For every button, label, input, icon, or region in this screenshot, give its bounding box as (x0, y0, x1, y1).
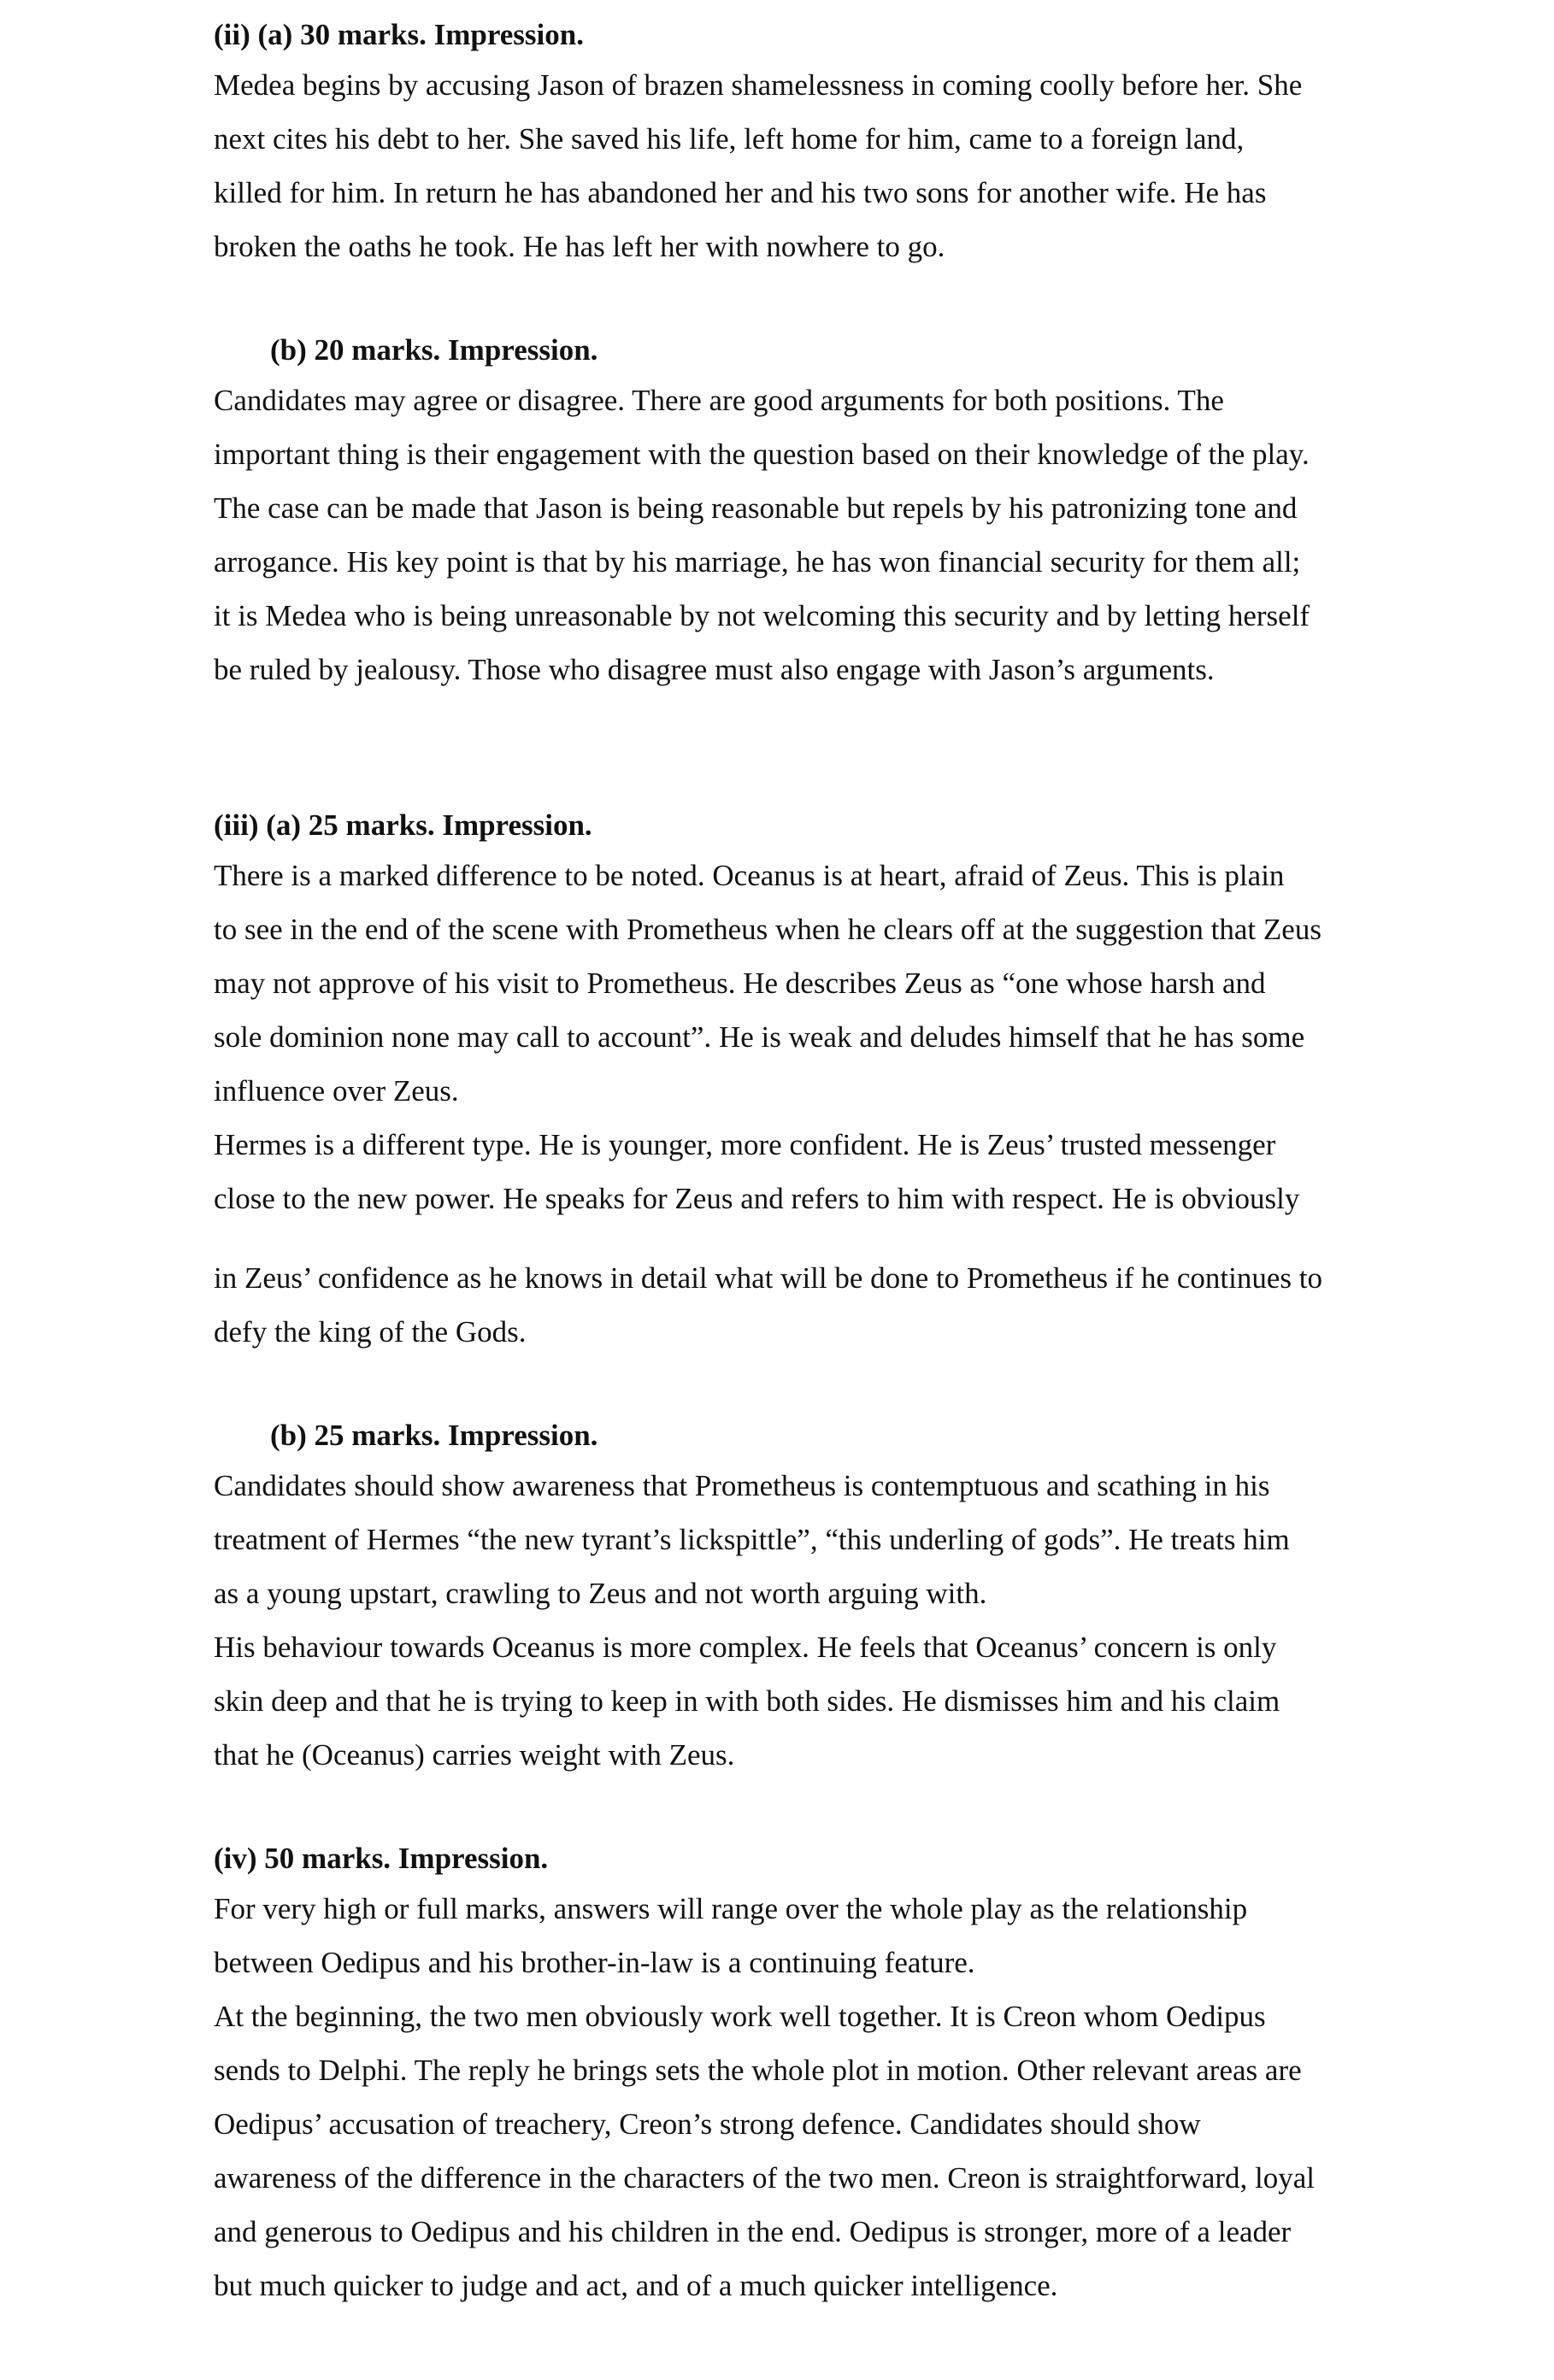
section-heading-iii-b: (b) 25 marks. Impression. (270, 1419, 598, 1452)
section-body-iii-b (214, 1459, 1402, 1782)
text-line: defy the king of the Gods. (214, 1315, 527, 1349)
text-line: Hermes is a different type. He is younger, more confident. He is Zeus’ trusted messenger (214, 1128, 1276, 1161)
section-heading-ii-a: (ii) (a) 30 marks. Impression. (214, 18, 584, 51)
spacer (214, 1359, 1410, 1413)
text-line: Candidates may agree or disagree. There are good arguments for both positions. The (214, 384, 1224, 417)
spacer (214, 273, 1410, 327)
text-line: The case can be made that Jason is being reasonable but repels by his patronizing tone and (214, 491, 1298, 525)
text-line: and generous to Oedipus and his children in the end. Oedipus is stronger, more of a leader (214, 2215, 1292, 2248)
text-line: to see in the end of the scene with Prometheus when he clears off at the suggestion that Zeus (214, 913, 1321, 946)
text-line: as a young upstart, crawling to Zeus and not worth arguing with. (214, 1577, 987, 1610)
text-line: may not approve of his visit to Prometheus. He describes Zeus as “one whose harsh and (214, 967, 1266, 1000)
text-line: sends to Delphi. The reply he brings sets the whole plot in motion. Other relevant areas are (214, 2054, 1302, 2087)
section-body-iii-a (214, 849, 1402, 1225)
text-line: it is Medea who is being unreasonable by not welcoming this security and by letting herself (214, 599, 1310, 632)
section-body-ii-b (214, 373, 1402, 696)
section-body-iii-a-continued (214, 1251, 1402, 1359)
text-line: Candidates should show awareness that Prometheus is contemptuous and scathing in his (214, 1469, 1270, 1502)
text-line: but much quicker to judge and act, and of a much quicker intelligence. (214, 2269, 1058, 2302)
text-line: broken the oaths he took. He has left her with nowhere to go. (214, 230, 945, 263)
text-line: At the beginning, the two men obviously work well together. It is Creon whom Oedipus (214, 2000, 1266, 2033)
text-line: skin deep and that he is trying to keep in with both sides. He dismisses him and his claim (214, 1684, 1280, 1718)
section-heading-iv: (iv) 50 marks. Impression. (214, 1842, 549, 1875)
text-line: influence over Zeus. (214, 1074, 459, 1108)
section-body-ii-a (214, 58, 1402, 273)
text-line: Medea begins by accusing Jason of brazen shamelessness in coming coolly before her. She (214, 68, 1303, 102)
text-line: awareness of the difference in the characters of the two men. Creon is straightforward, loyal (214, 2161, 1316, 2195)
section-body-iv (214, 1882, 1402, 2312)
text-line: that he (Oceanus) carries weight with Zeus. (214, 1738, 735, 1772)
text-line: arrogance. His key point is that by his marriage, he has won financial security for them all; (214, 545, 1301, 579)
text-line: important thing is their engagement with the question based on their knowledge of the play. (214, 438, 1310, 471)
text-line: in Zeus’ confidence as he knows in detail what will be done to Prometheus if he continues to (214, 1261, 1322, 1295)
spacer (214, 1225, 1410, 1251)
spacer (214, 1782, 1410, 1836)
text-line: close to the new power. He speaks for Zeus and refers to him with respect. He is obviously (214, 1182, 1300, 1215)
text-line: His behaviour towards Oceanus is more complex. He feels that Oceanus’ concern is only (214, 1631, 1277, 1664)
section-heading-iii-a: (iii) (a) 25 marks. Impression. (214, 808, 592, 842)
text-line: treatment of Hermes “the new tyrant’s lickspittle”, “this underling of gods”. He treats him (214, 1523, 1290, 1556)
text-line: between Oedipus and his brother-in-law is a continuing feature. (214, 1946, 975, 1979)
section-heading-ii-b: (b) 20 marks. Impression. (270, 333, 598, 367)
spacer (214, 696, 1410, 802)
text-line: killed for him. In return he has abandoned her and his two sons for another wife. He has (214, 176, 1267, 209)
text-line: sole dominion none may call to account”. He is weak and deludes himself that he has some (214, 1020, 1305, 1054)
text-line: next cites his debt to her. She saved his life, left home for him, came to a foreign land, (214, 122, 1245, 156)
text-line: For very high or full marks, answers will range over the whole play as the relationship (214, 1892, 1248, 1925)
text-line: be ruled by jealousy. Those who disagree must also engage with Jason’s arguments. (214, 653, 1215, 686)
document-page (214, 12, 1410, 2312)
text-line: Oedipus’ accusation of treachery, Creon’s strong defence. Candidates should show (214, 2107, 1201, 2141)
text-line: There is a marked difference to be noted. Oceanus is at heart, afraid of Zeus. This is plain (214, 859, 1285, 892)
